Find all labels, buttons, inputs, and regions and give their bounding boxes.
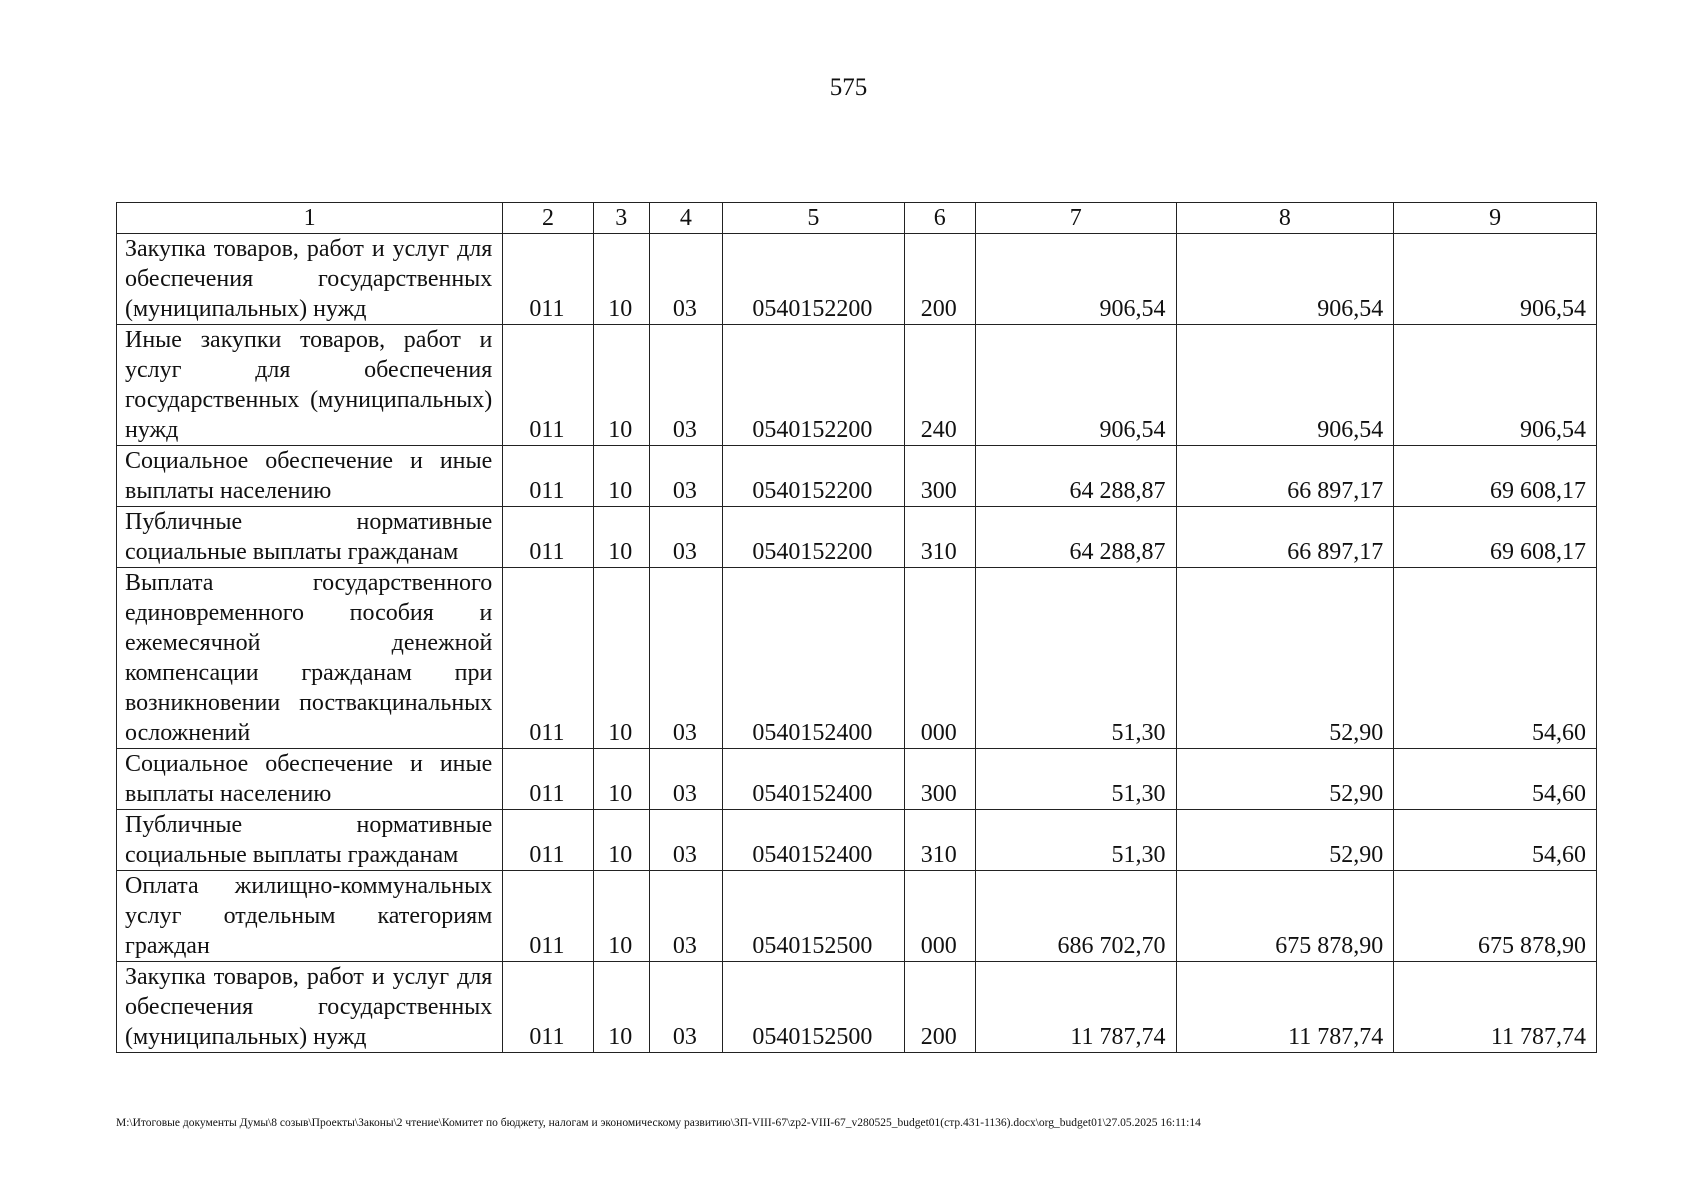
code-cell: 300 xyxy=(904,446,975,507)
amount-cell: 686 702,70 xyxy=(975,871,1176,962)
code-cell: 0540152200 xyxy=(723,325,905,446)
table-row xyxy=(117,507,1597,568)
code-cell: 200 xyxy=(904,234,975,325)
column-header: 5 xyxy=(723,203,905,234)
code-cell: 000 xyxy=(904,568,975,749)
amount-cell: 675 878,90 xyxy=(1394,871,1597,962)
code-cell: 0540152500 xyxy=(723,962,905,1053)
row-name-cell: Оплата жилищно-коммунальных услуг отдельным категориям граждан xyxy=(117,871,503,962)
code-cell: 10 xyxy=(593,568,649,749)
row-name-cell: Социальное обеспечение и иные выплаты населению xyxy=(117,446,503,507)
row-name-cell: Закупка товаров, работ и услуг для обеспечения государственных (муниципальных) нужд xyxy=(117,962,503,1053)
code-cell: 10 xyxy=(593,749,649,810)
budget-table xyxy=(116,202,1597,1053)
amount-cell: 64 288,87 xyxy=(975,507,1176,568)
header-row xyxy=(117,203,1597,234)
code-cell: 000 xyxy=(904,871,975,962)
code-cell: 0540152200 xyxy=(723,507,905,568)
code-cell: 10 xyxy=(593,871,649,962)
code-cell: 0540152400 xyxy=(723,749,905,810)
code-cell: 10 xyxy=(593,234,649,325)
row-name-cell: Иные закупки товаров, работ и услуг для обеспечения государственных (муниципальных) нужд xyxy=(117,325,503,446)
code-cell: 03 xyxy=(649,325,722,446)
table-row xyxy=(117,568,1597,749)
table-row xyxy=(117,871,1597,962)
column-header: 7 xyxy=(975,203,1176,234)
amount-cell: 66 897,17 xyxy=(1176,446,1394,507)
code-cell: 011 xyxy=(503,446,593,507)
code-cell: 03 xyxy=(649,446,722,507)
row-name-cell: Публичные нормативные социальные выплаты гражданам xyxy=(117,507,503,568)
amount-cell: 675 878,90 xyxy=(1176,871,1394,962)
amount-cell: 69 608,17 xyxy=(1394,507,1597,568)
code-cell: 310 xyxy=(904,507,975,568)
code-cell: 200 xyxy=(904,962,975,1053)
column-header: 8 xyxy=(1176,203,1394,234)
code-cell: 0540152400 xyxy=(723,568,905,749)
amount-cell: 66 897,17 xyxy=(1176,507,1394,568)
amount-cell: 906,54 xyxy=(1394,325,1597,446)
column-header: 1 xyxy=(117,203,503,234)
code-cell: 011 xyxy=(503,871,593,962)
code-cell: 10 xyxy=(593,810,649,871)
code-cell: 03 xyxy=(649,568,722,749)
column-header: 6 xyxy=(904,203,975,234)
table-row xyxy=(117,325,1597,446)
code-cell: 03 xyxy=(649,962,722,1053)
page-number: 575 xyxy=(829,74,868,101)
column-header: 2 xyxy=(503,203,593,234)
code-cell: 10 xyxy=(593,962,649,1053)
code-cell: 03 xyxy=(649,871,722,962)
amount-cell: 52,90 xyxy=(1176,810,1394,871)
amount-cell: 54,60 xyxy=(1394,568,1597,749)
amount-cell: 906,54 xyxy=(1394,234,1597,325)
code-cell: 03 xyxy=(649,749,722,810)
code-cell: 0540152200 xyxy=(723,446,905,507)
file-path-footer: M:\Итоговые документы Думы\8 созыв\Проекты\Законы\2 чтение\Комитет по бюджету, налогам и экономическому развитию\ЗП-VIII-67\zp2-VIII-67_v280525_budget01(стр.431-1136).docx\org_budget01\27.05.2025 16:11:14 xyxy=(116,1117,1201,1129)
amount-cell: 51,30 xyxy=(975,749,1176,810)
row-name-cell: Социальное обеспечение и иные выплаты населению xyxy=(117,749,503,810)
row-name-cell: Закупка товаров, работ и услуг для обеспечения государственных (муниципальных) нужд xyxy=(117,234,503,325)
code-cell: 011 xyxy=(503,234,593,325)
code-cell: 300 xyxy=(904,749,975,810)
table-header xyxy=(117,203,1597,234)
amount-cell: 11 787,74 xyxy=(1394,962,1597,1053)
amount-cell: 51,30 xyxy=(975,568,1176,749)
code-cell: 0540152400 xyxy=(723,810,905,871)
code-cell: 240 xyxy=(904,325,975,446)
table-row xyxy=(117,446,1597,507)
amount-cell: 51,30 xyxy=(975,810,1176,871)
code-cell: 10 xyxy=(593,325,649,446)
table-body xyxy=(117,234,1597,1053)
amount-cell: 64 288,87 xyxy=(975,446,1176,507)
table-row xyxy=(117,749,1597,810)
amount-cell: 11 787,74 xyxy=(1176,962,1394,1053)
code-cell: 011 xyxy=(503,962,593,1053)
amount-cell: 906,54 xyxy=(975,325,1176,446)
amount-cell: 54,60 xyxy=(1394,810,1597,871)
code-cell: 0540152200 xyxy=(723,234,905,325)
column-header: 3 xyxy=(593,203,649,234)
code-cell: 0540152500 xyxy=(723,871,905,962)
code-cell: 10 xyxy=(593,507,649,568)
code-cell: 03 xyxy=(649,507,722,568)
amount-cell: 906,54 xyxy=(1176,234,1394,325)
code-cell: 310 xyxy=(904,810,975,871)
column-header: 4 xyxy=(649,203,722,234)
amount-cell: 906,54 xyxy=(1176,325,1394,446)
row-name-cell: Публичные нормативные социальные выплаты гражданам xyxy=(117,810,503,871)
amount-cell: 69 608,17 xyxy=(1394,446,1597,507)
code-cell: 011 xyxy=(503,749,593,810)
amount-cell: 52,90 xyxy=(1176,749,1394,810)
row-name-cell: Выплата государственного единовременного пособия и ежемесячной денежной компенсации гражданам при возникновении поствакцинальных осложнений xyxy=(117,568,503,749)
code-cell: 03 xyxy=(649,234,722,325)
code-cell: 10 xyxy=(593,446,649,507)
amount-cell: 54,60 xyxy=(1394,749,1597,810)
column-header: 9 xyxy=(1394,203,1597,234)
table-row xyxy=(117,234,1597,325)
code-cell: 011 xyxy=(503,568,593,749)
code-cell: 011 xyxy=(503,810,593,871)
table-row xyxy=(117,810,1597,871)
amount-cell: 52,90 xyxy=(1176,568,1394,749)
amount-cell: 11 787,74 xyxy=(975,962,1176,1053)
table-row xyxy=(117,962,1597,1053)
code-cell: 03 xyxy=(649,810,722,871)
code-cell: 011 xyxy=(503,507,593,568)
amount-cell: 906,54 xyxy=(975,234,1176,325)
code-cell: 011 xyxy=(503,325,593,446)
